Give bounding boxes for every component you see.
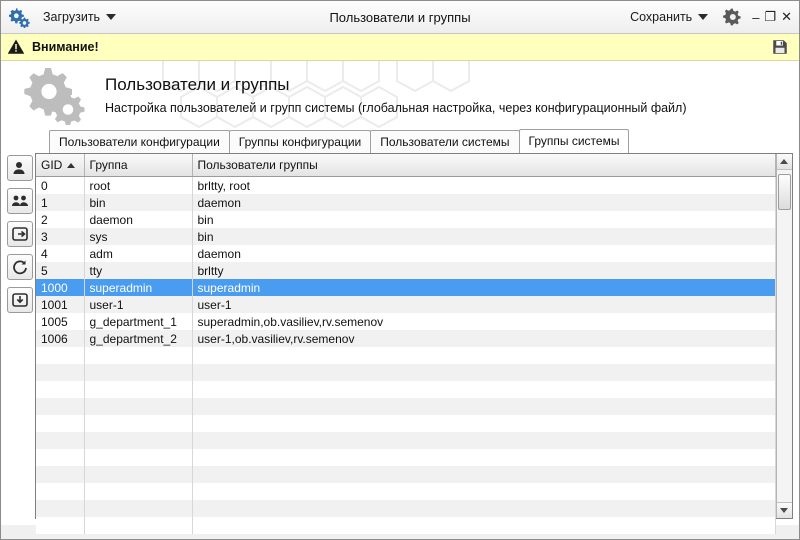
title-bar-left [1,6,120,28]
cell-empty [36,347,84,364]
table-row-empty [36,517,775,534]
cell-empty [84,449,192,466]
cell-empty [36,432,84,449]
cell-empty [84,517,192,534]
banner-inner [1,61,799,129]
add-user-icon [12,160,28,176]
cell-empty [192,347,775,364]
warning-bar [1,34,799,61]
table-row-empty [36,500,775,517]
window-controls [752,9,793,25]
cell-group: root [84,177,192,195]
sort-ascending-icon [67,163,75,168]
window-title: Пользователи и группы [329,9,471,25]
cell-empty [192,500,775,517]
action-toolbar [5,153,35,519]
banner-texts [105,75,687,115]
cell-gid: 1000 [36,279,84,296]
cell-empty [84,364,192,381]
column-header-gid-label: GID [41,158,63,172]
tab-config-groups[interactable]: Группы конфигурации [229,130,371,153]
tab-system-users[interactable]: Пользователи системы [370,130,519,153]
cell-empty [84,500,192,517]
column-header-gid[interactable] [36,154,84,177]
table-row-empty [36,432,775,449]
table-row[interactable] [36,262,775,279]
cell-empty [192,398,775,415]
cell-group: g_department_2 [84,330,192,347]
cell-group: daemon [84,211,192,228]
cell-empty [192,415,775,432]
cell-empty [84,466,192,483]
arrow-down-icon [780,508,788,513]
warning-triangle-icon [7,38,25,56]
cell-users: user-1 [192,296,775,313]
tab-bar [1,129,799,153]
tab-config-users[interactable]: Пользователи конфигурации [49,130,230,153]
cell-empty [84,432,192,449]
cell-users: daemon [192,194,775,211]
scrollbar-track[interactable] [777,170,792,502]
table-header-row [36,154,775,177]
cell-empty [36,483,84,500]
cell-users: superadmin,ob.vasiliev,rv.semenov [192,313,775,330]
cell-empty [36,500,84,517]
warning-text: Внимание! [32,40,99,54]
table-row[interactable] [36,330,775,347]
cell-empty [36,449,84,466]
cell-users: brltty [192,262,775,279]
cell-empty [84,415,192,432]
cell-empty [192,466,775,483]
import-button[interactable] [7,287,33,313]
cell-users: user-1,ob.vasiliev,rv.semenov [192,330,775,347]
table-row-empty [36,398,775,415]
chevron-down-icon [106,14,116,20]
cell-users: bin [192,228,775,245]
cell-group: bin [84,194,192,211]
table-row[interactable] [36,211,775,228]
table-row-empty [36,347,775,364]
groups-table [36,154,776,534]
cell-gid: 3 [36,228,84,245]
arrow-up-icon [780,159,788,164]
cell-gid: 0 [36,177,84,195]
load-menu-button[interactable] [39,7,120,27]
export-button[interactable] [7,221,33,247]
content-area [1,153,799,525]
table-row[interactable] [36,296,775,313]
cell-empty [36,517,84,534]
cell-group: user-1 [84,296,192,313]
export-icon [12,226,28,242]
table-row[interactable] [36,177,775,195]
group-users-icon [12,193,28,209]
table-row-empty [36,381,775,398]
floppy-save-icon[interactable] [771,38,789,56]
page-title: Пользователи и группы [105,75,290,94]
scroll-up-button[interactable] [777,154,792,170]
cell-empty [36,364,84,381]
table-row-empty [36,449,775,466]
gears-icon [23,65,91,125]
save-menu-label: Сохранить [630,10,693,24]
cell-empty [192,449,775,466]
add-group-button[interactable] [7,188,33,214]
title-bar [1,1,799,34]
save-menu-button[interactable] [626,7,712,27]
minimize-button[interactable]: ‒ [752,9,761,25]
cell-empty [192,364,775,381]
refresh-icon [12,259,28,275]
cell-empty [84,483,192,500]
cell-empty [84,381,192,398]
cell-gid: 5 [36,262,84,279]
tab-system-groups[interactable]: Группы системы [519,129,630,153]
title-bar-right [626,7,799,27]
cell-group: tty [84,262,192,279]
column-header-group-users[interactable]: Пользователи группы [192,154,775,177]
cell-empty [192,381,775,398]
cell-gid: 1006 [36,330,84,347]
refresh-button[interactable] [7,254,33,280]
cell-group: superadmin [84,279,192,296]
table-row[interactable] [36,228,775,245]
cell-gid: 1001 [36,296,84,313]
cell-empty [192,517,775,534]
page-banner [1,61,799,129]
table-body [36,177,775,535]
gears-icon [9,6,31,28]
column-header-group[interactable]: Группа [84,154,192,177]
cell-group: sys [84,228,192,245]
gear-icon[interactable] [722,7,742,27]
cell-empty [36,415,84,432]
close-button[interactable]: ✕ [781,9,793,24]
table-row-empty [36,466,775,483]
groups-table-panel [35,153,793,519]
cell-gid: 1 [36,194,84,211]
chevron-down-icon [698,14,708,20]
cell-gid: 1005 [36,313,84,330]
cell-gid: 4 [36,245,84,262]
cell-users: superadmin [192,279,775,296]
cell-users: daemon [192,245,775,262]
cell-users: brltty, root [192,177,775,195]
table-row[interactable] [36,245,775,262]
table-row-empty [36,364,775,381]
table-row-empty [36,415,775,432]
groups-grid-main [36,154,776,518]
page-subtitle: Настройка пользователей и групп системы (глобальная настройка, через конфигурационный файл) [105,101,687,115]
cell-empty [192,483,775,500]
scroll-down-button[interactable] [777,502,792,518]
cell-empty [36,398,84,415]
table-row[interactable] [36,279,775,296]
scrollbar-thumb[interactable] [778,174,791,210]
cell-empty [36,466,84,483]
maximize-button[interactable]: ❐ [764,9,778,24]
table-row-empty [36,483,775,500]
add-user-button[interactable] [7,155,33,181]
cell-group: g_department_1 [84,313,192,330]
cell-group: adm [84,245,192,262]
load-menu-label: Загрузить [43,10,101,24]
cell-users: bin [192,211,775,228]
vertical-scrollbar[interactable] [776,154,792,518]
table-row[interactable] [36,194,775,211]
cell-empty [84,347,192,364]
cell-empty [36,381,84,398]
table-row[interactable] [36,313,775,330]
cell-empty [192,432,775,449]
warning-bar-right [771,38,793,56]
cell-gid: 2 [36,211,84,228]
import-download-icon [12,292,28,308]
groups-grid [36,154,792,518]
cell-empty [84,398,192,415]
